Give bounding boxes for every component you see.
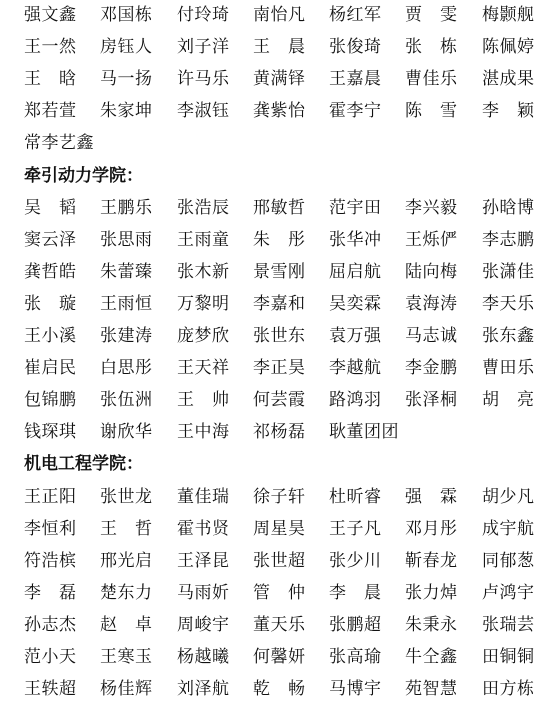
person-name: 赵 卓 [100,614,153,635]
section-heading-line [0,449,554,479]
person-name: 房钰人 [100,37,153,58]
person-name: 张力焯 [405,582,458,603]
person-name: 陈 雪 [405,101,458,122]
name-row [0,64,554,94]
person-name: 张世超 [253,550,306,571]
person-name: 李金鹏 [405,358,458,379]
person-name: 符浩槟 [24,550,77,571]
person-name: 邓国栋 [100,5,153,25]
person-name: 何馨妍 [253,647,306,667]
person-name: 张木新 [177,261,230,282]
person-name: 张世龙 [100,486,153,507]
name-row [0,482,554,512]
person-name: 朱秉永 [405,614,458,635]
person-name: 董天乐 [253,614,306,635]
name-row [0,96,554,126]
person-name: 谢欣华 [100,422,153,443]
person-name: 李 颖 [482,101,535,122]
person-name: 梅颢舰 [482,5,535,25]
person-name: 王 晨 [253,37,306,58]
person-name: 郑若萱 [24,101,77,122]
person-name: 卢鸿宇 [482,582,535,603]
person-name: 王泽昆 [177,550,230,571]
person-name: 霍书贤 [177,518,230,539]
person-name: 强文鑫 [24,5,77,25]
person-name: 曹田乐 [482,358,535,379]
person-name: 王天祥 [177,358,230,379]
person-name: 张 栋 [405,37,458,58]
person-name: 庞梦欣 [177,326,230,346]
person-name: 王轶超 [24,679,77,700]
name-row [0,385,554,415]
person-name: 景雪刚 [253,261,306,282]
name-row [0,0,554,30]
person-name: 常李艺鑫 [24,133,94,154]
name-row [0,578,554,608]
person-name: 付玲琦 [177,5,230,25]
person-name: 胡 亮 [482,390,535,411]
name-row [0,225,554,255]
person-name: 李志鹏 [482,229,535,250]
person-name: 李正昊 [253,358,306,379]
person-name: 崔启民 [24,358,77,379]
person-name: 张华冲 [329,229,382,250]
person-name: 张鹏超 [329,614,382,635]
person-name: 董佳瑞 [177,486,230,507]
person-name: 张 璇 [24,293,77,314]
person-name: 杨佳辉 [100,679,153,700]
name-row [0,32,554,62]
person-name: 李淑钰 [177,101,230,122]
person-name: 李嘉和 [253,293,306,314]
person-name: 万黎明 [177,293,230,314]
person-name: 李天乐 [482,293,535,314]
person-name: 马志诚 [405,326,458,346]
person-name: 邓月彤 [405,518,458,539]
person-name: 楚东力 [100,582,153,603]
person-name: 屈启航 [329,261,382,282]
person-name: 李恒利 [24,518,77,539]
person-name: 王子凡 [329,518,382,539]
person-name: 杨红军 [329,5,382,25]
person-name: 吴 韬 [24,197,77,218]
person-name: 王嘉晨 [329,69,382,90]
name-row [0,610,554,640]
person-name: 苑智慧 [405,679,458,700]
person-name: 王寒玉 [100,647,153,667]
person-name: 王一然 [24,37,77,58]
person-name: 吴奕霖 [329,293,382,314]
person-name: 许马乐 [177,69,230,90]
person-name: 张俊琦 [329,37,382,58]
person-name: 祁杨磊 [253,422,306,443]
name-row [0,289,554,319]
person-name: 刘泽航 [177,679,230,700]
section-heading: 机电工程学院： [24,454,143,475]
person-name: 胡少凡 [482,486,535,507]
person-name: 南怡凡 [253,5,306,25]
person-name: 朱 彤 [253,229,306,250]
person-name: 王 帅 [177,390,230,411]
person-name: 成宇航 [482,518,535,539]
name-row [0,546,554,576]
person-name: 黄满铎 [253,69,306,90]
person-name: 强 霖 [405,486,458,507]
person-name: 马雨妡 [177,582,230,603]
person-name: 包锦鹏 [24,390,77,411]
name-row [0,321,554,351]
section-heading-line [0,161,554,191]
person-name: 耿董团团 [329,422,399,443]
person-name: 张潇佳 [482,261,535,282]
person-name: 孙晗博 [482,197,535,218]
name-row [0,257,554,287]
person-name: 周峻宇 [177,614,230,635]
person-name: 乾 畅 [253,679,306,700]
person-name: 邢光启 [100,550,153,571]
person-name: 王中海 [177,422,230,443]
person-name: 袁海涛 [405,293,458,314]
person-name: 张思雨 [100,229,153,250]
person-name: 龚紫怡 [253,101,306,122]
person-name: 马一扬 [100,69,153,90]
person-name: 李 磊 [24,582,77,603]
person-name: 王烁俨 [405,229,458,250]
person-name: 何芸霞 [253,390,306,411]
person-name: 张伍洲 [100,390,153,411]
person-name: 范小天 [24,647,77,667]
name-row [0,353,554,383]
person-name: 张瑞芸 [482,614,535,635]
person-name: 王小溪 [24,326,77,346]
person-name: 张高瑜 [329,647,382,667]
person-name: 朱蕾臻 [100,261,153,282]
name-row [0,128,554,158]
person-name: 张世东 [253,326,306,346]
person-name: 周星昊 [253,518,306,539]
person-name: 陆向梅 [405,261,458,282]
person-name: 王正阳 [24,486,77,507]
person-name: 霍李宁 [329,101,382,122]
person-name: 范宇田 [329,197,382,218]
person-name: 张少川 [329,550,382,571]
person-name: 白思彤 [100,358,153,379]
person-name: 孙志杰 [24,614,77,635]
person-name: 袁万强 [329,326,382,346]
person-name: 杨越曦 [177,647,230,667]
person-name: 张泽桐 [405,390,458,411]
person-name: 王 晗 [24,69,77,90]
name-row [0,417,554,447]
person-name: 徐子轩 [253,486,306,507]
person-name: 王雨恒 [100,293,153,314]
person-name: 王 哲 [100,518,153,539]
person-name: 钱琛琪 [24,422,77,443]
person-name: 曹佳乐 [405,69,458,90]
section-heading: 牵引动力学院： [24,165,143,186]
person-name: 窦云泽 [24,229,77,250]
person-name: 张建涛 [100,326,153,346]
person-name: 靳春龙 [405,550,458,571]
person-name: 张东鑫 [482,326,535,346]
person-name: 马博宇 [329,679,382,700]
name-row [0,674,554,704]
person-name: 牛仝鑫 [405,647,458,667]
person-name: 田铜铜 [482,647,535,667]
person-name: 湛成果 [482,69,535,90]
person-name: 王雨童 [177,229,230,250]
person-name: 刘子洋 [177,37,230,58]
person-name: 李兴毅 [405,197,458,218]
person-name: 邢敏哲 [253,197,306,218]
name-row [0,642,554,672]
person-name: 李越航 [329,358,382,379]
name-row [0,193,554,223]
person-name: 贾 雯 [405,5,458,25]
person-name: 朱家坤 [100,101,153,122]
person-name: 田方栋 [482,679,535,700]
person-name: 张浩辰 [177,197,230,218]
person-name: 管 仲 [253,582,306,603]
person-name: 杜昕睿 [329,486,382,507]
person-name: 路鸿羽 [329,390,382,411]
person-name: 陈佩婷 [482,37,535,58]
person-name: 龚哲皓 [24,261,77,282]
person-name: 李 晨 [329,582,382,603]
name-row [0,514,554,544]
person-name: 同郁葱 [482,550,535,571]
person-name: 王鹏乐 [100,197,153,218]
